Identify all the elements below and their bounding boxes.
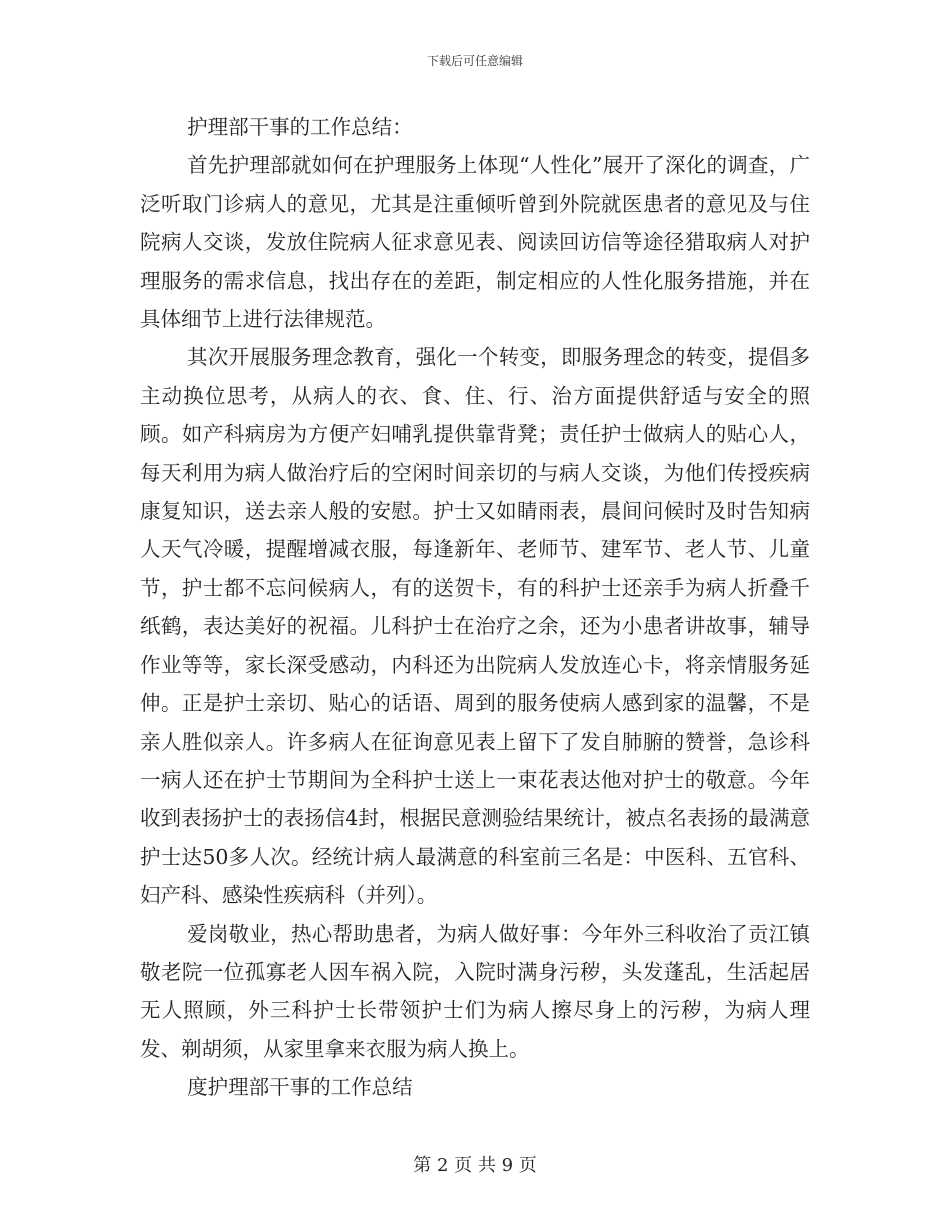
paragraph-dedication: 爱岗敬业，热心帮助患者，为病人做好事：今年外三科收治了贡江镇敬老院一位孤寡老人因车祸入院，入院时满身污秽，头发蓬乱，生活起居无人照顾，外三科护士长带领护士们为病人擦尽身上的污秽，为病人理发、剃胡须，从家里拿来衣服为病人换上。 bbox=[140, 921, 810, 1061]
document-body bbox=[140, 108, 810, 1107]
paragraph-service-concept: 其次开展服务理念教育，强化一个转变，即服务理念的转变，提倡多主动换位思考，从病人的衣、食、住、行、治方面提供舒适与安全的照顾。如产科病房为方便产妇哺乳提供靠背凳；责任护士做病人的贴心人，每天利用为病人做治疗后的空闲时间亲切的与病人交谈，为他们传授疾病康复知识，送去亲人般的安慰。护士又如睛雨表，晨间问候时及时告知病人天气冷暖，提醒增减衣服，每逢新年、老师节、建军节、老人节、儿童节，护士都不忘问候病人，有的送贺卡，有的科护士还亲手为病人折叠千纸鹤，表达美好的祝福。儿科护士在治疗之余，还为小患者讲故事，辅导作业等等，家长深受感动，内科还为出院病人发放连心卡，将亲情服务延伸。正是护士亲切、贴心的话语、周到的服务使病人感到家的温馨，不是亲人胜似亲人。许多病人在征询意见表上留下了发自肺腑的赞誉，急诊科一病人还在护士节期间为全科护士送上一束花表达他对护士的敬意。今年收到表扬护士的表扬信4封，根据民意测验结果统计，被点名表扬的最满意护士达50多人次。经统计病人最满意的科室前三名是：中医科、五官科、妇产科、感染性疾病科（并列）。 bbox=[140, 345, 810, 908]
page-number: 第 2 页 共 9 页 bbox=[413, 1155, 537, 1176]
page-header: 下载后可任意编辑 bbox=[426, 54, 523, 68]
paragraph-survey: 首先护理部就如何在护理服务上体现“人性化”展开了深化的调查，广泛听取门诊病人的意见，尤其是注重倾听曾到外院就医患者的意见及与住院病人交谈，发放住院病人征求意见表、阅读回访信等途径猎取病人对护理服务的需求信息，找出存在的差距，制定相应的人性化服务措施，并在具体细节上进行法律规范。 bbox=[140, 153, 810, 332]
document-title-line: 护理部干事的工作总结： bbox=[187, 115, 413, 139]
paragraph-closing-title: 度护理部干事的工作总结 bbox=[187, 1075, 413, 1100]
